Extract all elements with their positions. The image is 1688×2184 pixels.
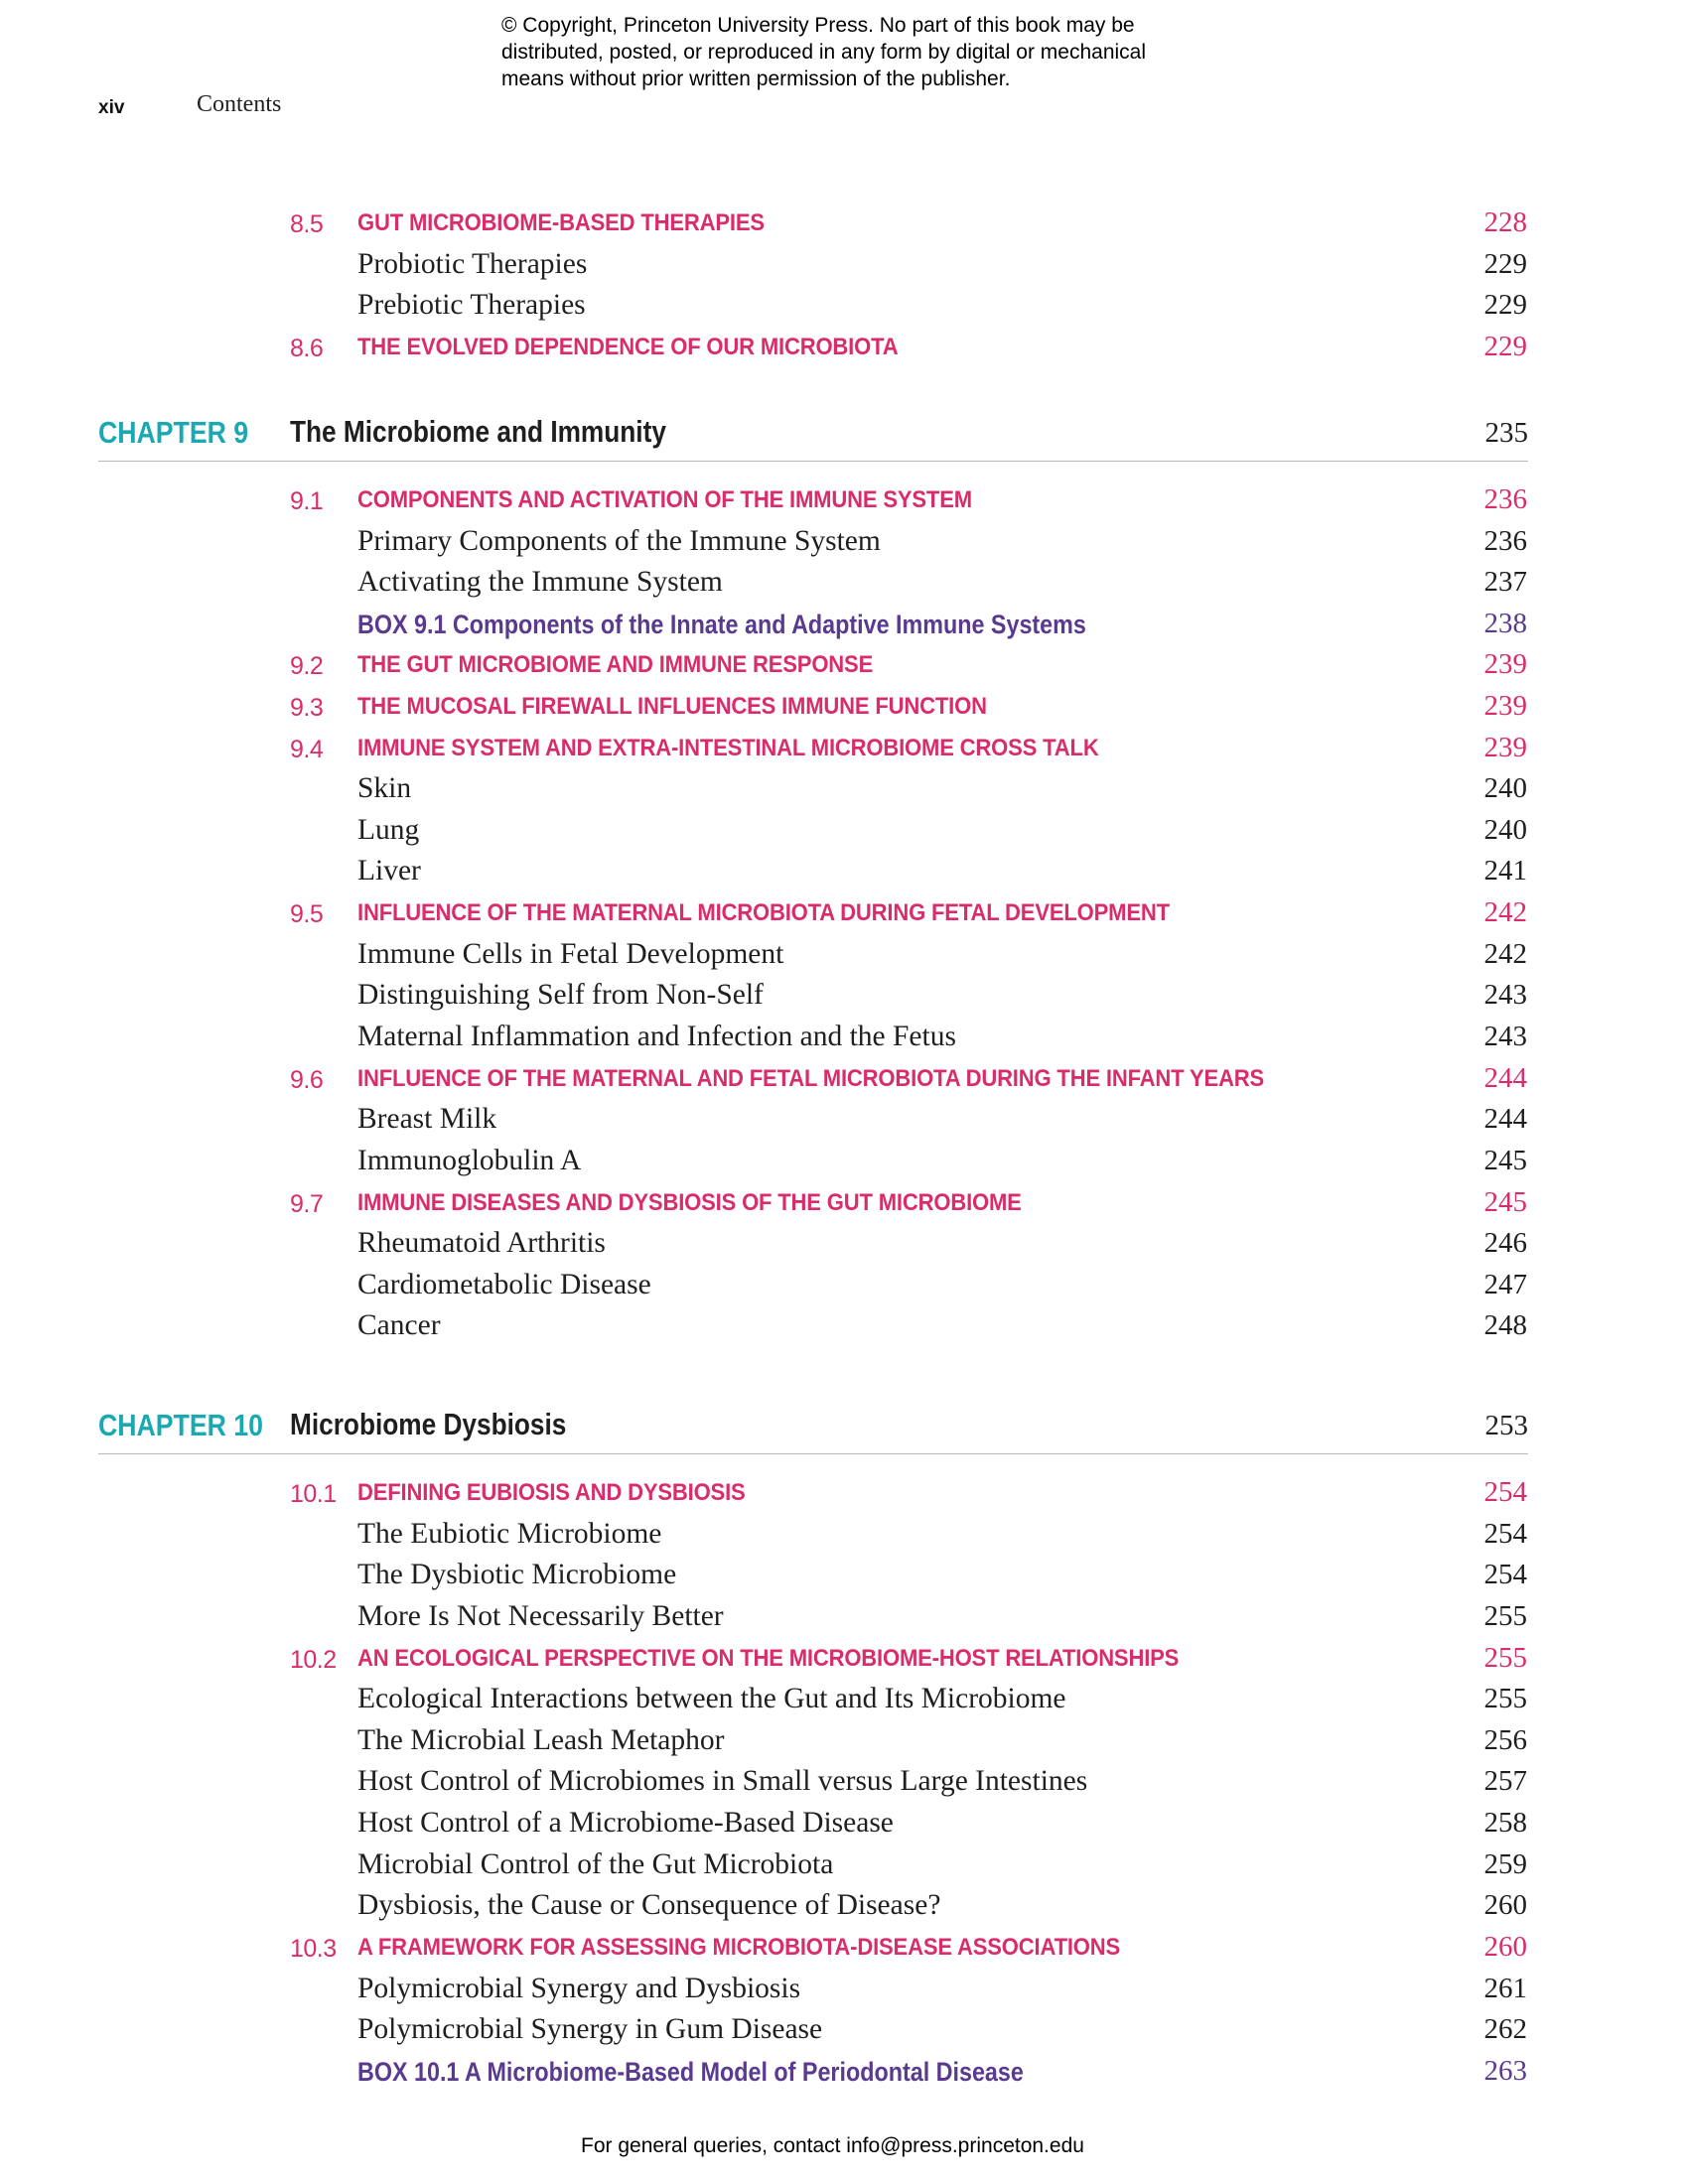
entry-page-number: 255 — [1483, 1600, 1527, 1632]
entry-title: Liver — [357, 855, 421, 887]
chapter-page-number: 253 — [1484, 1410, 1528, 1441]
section-number: 8.6 — [290, 335, 324, 362]
toc-subsection-entry[interactable] — [0, 855, 1688, 894]
entry-title: More Is Not Necessarily Better — [357, 1600, 724, 1632]
entry-page-number: 243 — [1483, 1021, 1527, 1052]
toc-subsection-entry[interactable] — [0, 1145, 1688, 1184]
entry-page-number: 260 — [1483, 1889, 1527, 1921]
toc-subsection-entry[interactable] — [0, 1309, 1688, 1349]
footer-contact: For general queries, contact info@press.princeton.edu — [581, 2134, 1084, 2157]
entry-title: Distinguishing Self from Non-Self — [357, 979, 764, 1011]
toc-section-entry[interactable] — [0, 648, 1688, 688]
entry-page-number: 240 — [1483, 814, 1527, 846]
entry-page-number: 236 — [1483, 525, 1527, 557]
chapter-heading — [98, 413, 1528, 462]
entry-title: Cancer — [357, 1309, 441, 1341]
entry-title: Primary Components of the Immune System — [357, 525, 881, 557]
toc-subsection-entry[interactable] — [0, 772, 1688, 812]
entry-title: Ecological Interactions between the Gut and Its Microbiome — [357, 1683, 1066, 1714]
toc-subsection-entry[interactable] — [0, 1021, 1688, 1060]
entry-title: The Eubiotic Microbiome — [357, 1518, 662, 1550]
entry-title: INFLUENCE OF THE MATERNAL AND FETAL MICROBIOTA DURING THE INFANT YEARS — [357, 1065, 1265, 1092]
chapter-page-number: 235 — [1484, 417, 1528, 449]
entry-page-number: 239 — [1483, 732, 1527, 763]
toc-box-entry[interactable] — [0, 2055, 1688, 2095]
section-number: 9.5 — [290, 900, 324, 928]
toc-section-entry[interactable] — [0, 1476, 1688, 1516]
entry-page-number: 254 — [1483, 1476, 1527, 1508]
entry-title: Polymicrobial Synergy in Gum Disease — [357, 2013, 823, 2045]
section-number: 10.2 — [290, 1646, 337, 1674]
entry-title: Polymicrobial Synergy and Dysbiosis — [357, 1973, 801, 2004]
entry-page-number: 254 — [1483, 1559, 1527, 1590]
entry-title: The Microbial Leash Metaphor — [357, 1724, 725, 1756]
entry-page-number: 242 — [1483, 896, 1527, 928]
entry-title: Microbial Control of the Gut Microbiota — [357, 1848, 834, 1880]
toc-subsection-entry[interactable] — [0, 1518, 1688, 1558]
toc-subsection-entry[interactable] — [0, 1973, 1688, 2012]
entry-title: DEFINING EUBIOSIS AND DYSBIOSIS — [357, 1479, 746, 1506]
running-title: Contents — [197, 91, 282, 117]
entry-title: A FRAMEWORK FOR ASSESSING MICROBIOTA-DISEASE ASSOCIATIONS — [357, 1934, 1121, 1961]
toc-subsection-entry[interactable] — [0, 1765, 1688, 1805]
section-number: 10.3 — [290, 1935, 337, 1963]
toc-subsection-entry[interactable] — [0, 1683, 1688, 1722]
copyright-line: means without prior written permission of the publisher. — [501, 68, 1011, 90]
entry-page-number: 241 — [1483, 855, 1527, 887]
entry-page-number: 245 — [1483, 1186, 1527, 1218]
entry-title: Host Control of Microbiomes in Small versus Large Intestines — [357, 1765, 1088, 1797]
toc-subsection-entry[interactable] — [0, 1724, 1688, 1764]
entry-page-number: 240 — [1483, 772, 1527, 804]
section-number: 9.2 — [290, 652, 324, 680]
toc-subsection-entry[interactable] — [0, 2013, 1688, 2053]
entry-page-number: 246 — [1483, 1227, 1527, 1259]
entry-page-number: 236 — [1483, 483, 1527, 515]
toc-subsection-entry[interactable] — [0, 938, 1688, 978]
entry-page-number: 244 — [1483, 1062, 1527, 1094]
section-number: 9.7 — [290, 1190, 324, 1218]
chapter-label: CHAPTER 10 — [98, 1408, 263, 1442]
entry-title: Immunoglobulin A — [357, 1145, 582, 1176]
entry-page-number: 255 — [1483, 1642, 1527, 1674]
entry-title: INFLUENCE OF THE MATERNAL MICROBIOTA DURING FETAL DEVELOPMENT — [357, 899, 1170, 926]
entry-page-number: 228 — [1483, 206, 1527, 238]
copyright-line: distributed, posted, or reproduced in any form by digital or mechanical — [501, 41, 1147, 64]
toc-section-entry[interactable] — [0, 331, 1688, 370]
toc-subsection-entry[interactable] — [0, 566, 1688, 606]
toc-section-entry[interactable] — [0, 1062, 1688, 1102]
entry-title: IMMUNE DISEASES AND DYSBIOSIS OF THE GUT MICROBIOME — [357, 1189, 1022, 1216]
entry-title: BOX 9.1 Components of the Innate and Adaptive Immune Systems — [357, 610, 1086, 639]
entry-title: Skin — [357, 772, 412, 804]
toc-subsection-entry[interactable] — [0, 1269, 1688, 1308]
entry-title: THE GUT MICROBIOME AND IMMUNE RESPONSE — [357, 651, 874, 678]
entry-title: Dysbiosis, the Cause or Consequence of Disease? — [357, 1889, 941, 1921]
entry-page-number: 229 — [1483, 248, 1527, 280]
toc-subsection-entry[interactable] — [0, 248, 1688, 288]
section-number: 9.4 — [290, 736, 324, 763]
entry-page-number: 229 — [1483, 331, 1527, 362]
toc-subsection-entry[interactable] — [0, 1889, 1688, 1929]
entry-page-number: 256 — [1483, 1724, 1527, 1756]
toc-subsection-entry[interactable] — [0, 979, 1688, 1019]
entry-title: COMPONENTS AND ACTIVATION OF THE IMMUNE SYSTEM — [357, 486, 972, 513]
entry-title: Probiotic Therapies — [357, 248, 588, 280]
entry-title: AN ECOLOGICAL PERSPECTIVE ON THE MICROBIOME-HOST RELATIONSHIPS — [357, 1645, 1180, 1672]
page-folio: xiv — [98, 97, 125, 118]
entry-page-number: 262 — [1483, 2013, 1527, 2045]
entry-page-number: 261 — [1483, 1973, 1527, 2004]
entry-page-number: 260 — [1483, 1931, 1527, 1963]
toc-section-entry[interactable] — [0, 1186, 1688, 1226]
entry-title: IMMUNE SYSTEM AND EXTRA-INTESTINAL MICROBIOME CROSS TALK — [357, 735, 1099, 761]
toc-subsection-entry[interactable] — [0, 525, 1688, 565]
entry-page-number: 242 — [1483, 938, 1527, 970]
section-number: 10.1 — [290, 1480, 337, 1508]
chapter-title: The Microbiome and Immunity — [290, 415, 666, 449]
entry-page-number: 245 — [1483, 1145, 1527, 1176]
section-number: 9.1 — [290, 487, 324, 515]
toc-section-entry[interactable] — [0, 206, 1688, 246]
toc-subsection-entry[interactable] — [0, 814, 1688, 854]
entry-title: Rheumatoid Arthritis — [357, 1227, 606, 1259]
entry-page-number: 259 — [1483, 1848, 1527, 1880]
entry-page-number: 258 — [1483, 1807, 1527, 1839]
chapter-title: Microbiome Dysbiosis — [290, 1408, 567, 1441]
entry-page-number: 237 — [1483, 566, 1527, 598]
toc-section-entry[interactable] — [0, 1931, 1688, 1971]
toc-section-entry[interactable] — [0, 896, 1688, 936]
entry-page-number: 243 — [1483, 979, 1527, 1011]
toc-subsection-entry[interactable] — [0, 289, 1688, 329]
section-number: 9.6 — [290, 1066, 324, 1094]
entry-title: Maternal Inflammation and Infection and the Fetus — [357, 1021, 956, 1052]
copyright-notice — [501, 12, 1216, 92]
entry-page-number: 254 — [1483, 1518, 1527, 1550]
section-number: 8.5 — [290, 210, 324, 238]
entry-page-number: 257 — [1483, 1765, 1527, 1797]
toc-subsection-entry[interactable] — [0, 1848, 1688, 1888]
toc-section-entry[interactable] — [0, 690, 1688, 730]
entry-title: The Dysbiotic Microbiome — [357, 1559, 677, 1590]
entry-title: BOX 10.1 A Microbiome-Based Model of Periodontal Disease — [357, 2057, 1024, 2087]
toc-section-entry[interactable] — [0, 732, 1688, 771]
entry-title: GUT MICROBIOME-BASED THERAPIES — [357, 209, 765, 236]
entry-page-number: 255 — [1483, 1683, 1527, 1714]
entry-page-number: 248 — [1483, 1309, 1527, 1341]
entry-page-number: 244 — [1483, 1103, 1527, 1135]
toc-section-entry[interactable] — [0, 1642, 1688, 1682]
entry-title: Activating the Immune System — [357, 566, 723, 598]
entry-title: Immune Cells in Fetal Development — [357, 938, 784, 970]
entry-page-number: 229 — [1483, 289, 1527, 321]
entry-title: THE MUCOSAL FIREWALL INFLUENCES IMMUNE FUNCTION — [357, 693, 987, 720]
entry-page-number: 263 — [1483, 2055, 1527, 2087]
entry-page-number: 247 — [1483, 1269, 1527, 1300]
toc-subsection-entry[interactable] — [0, 1103, 1688, 1143]
toc-subsection-entry[interactable] — [0, 1600, 1688, 1640]
entry-title: THE EVOLVED DEPENDENCE OF OUR MICROBIOTA — [357, 334, 899, 360]
entry-title: Cardiometabolic Disease — [357, 1269, 651, 1300]
entry-page-number: 239 — [1483, 648, 1527, 680]
entry-title: Breast Milk — [357, 1103, 497, 1135]
toc-subsection-entry[interactable] — [0, 1559, 1688, 1598]
entry-title: Host Control of a Microbiome-Based Disease — [357, 1807, 894, 1839]
entry-title: Prebiotic Therapies — [357, 289, 586, 321]
toc-subsection-entry[interactable] — [0, 1227, 1688, 1267]
toc-section-entry[interactable] — [0, 483, 1688, 523]
entry-title: Lung — [357, 814, 420, 846]
copyright-line: © Copyright, Princeton University Press. No part of this book may be — [501, 14, 1135, 37]
section-number: 9.3 — [290, 694, 324, 722]
toc-subsection-entry[interactable] — [0, 1807, 1688, 1846]
entry-page-number: 238 — [1483, 608, 1527, 639]
chapter-label: CHAPTER 9 — [98, 415, 249, 450]
toc-box-entry[interactable] — [0, 608, 1688, 647]
entry-page-number: 239 — [1483, 690, 1527, 722]
chapter-heading — [98, 1406, 1528, 1454]
